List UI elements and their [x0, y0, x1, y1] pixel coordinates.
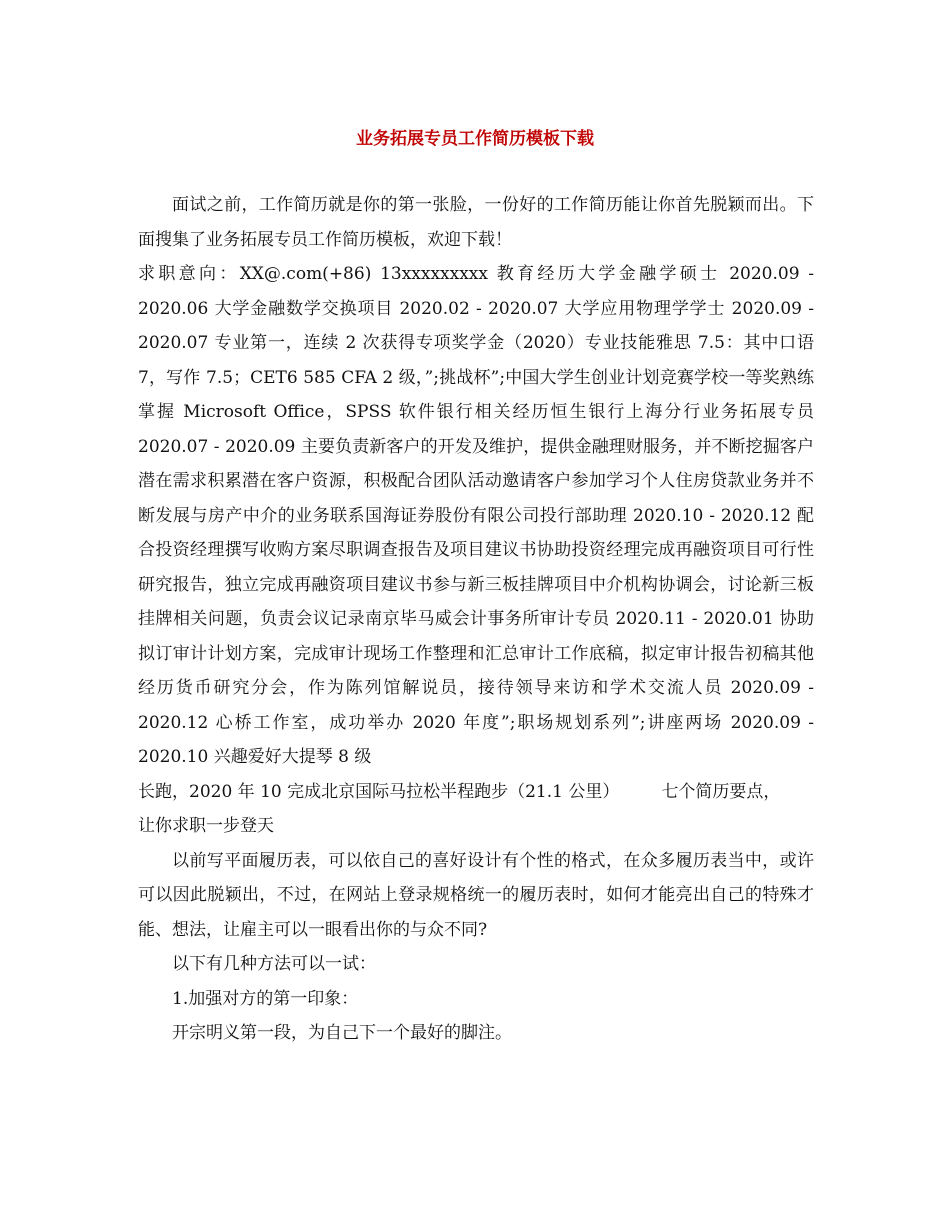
hobby-line-b: 七个简历要点， — [661, 781, 781, 802]
item1-heading: 1.加强对方的第一印象： — [172, 988, 359, 1009]
document-title: 业务拓展专员工作简历模板下载 — [356, 129, 594, 149]
intro-paragraph: 面试之前，工作简历就是你的第一张脸，一份好的工作简历能让你首先脱颖而出。下面搜集了业务拓展专员工作简历模板，欢迎下载！ — [138, 195, 814, 250]
hobby-line-a: 长跑，2020 年 10 完成北京国际马拉松半程跑步（21.1 公里） — [138, 781, 620, 802]
design-paragraph: 以前写平面履历表，可以依自己的喜好设计有个性的格式，在众多履历表当中，或许可以因此脱颖出，不过，在网站上登录规格统一的履历表时，如何才能亮出自己的特殊才能、想法，让雇主可以一眼看出你的与众不同? — [138, 850, 814, 940]
resume-block-paragraph: 求职意向：XX@.com(+86) 13xxxxxxxxx 教育经历大学金融学硕士 2020.09 - 2020.06 大学金融数学交换项目 2020.02 - 2020.07 大学应用物理学学士 2020.09 - 2020.07 专业第一，连续 2 次获得专项奖学金（2020）专业技能雅思 7.5：其中口语 7，写作 7.5；CET6 585 CFA 2 级，”;挑战杯”;中国大学生创业计划竞赛学校一等奖熟练掌握 Microsoft Office，SPSS 软件银行相关经历恒生银行上海分行业务拓展专员 2020.07 - 2020.09 主要负责新客户的开发及维护，提供金融理财服务，并不断挖掘客户潜在需求积累潜在客户资源，积极配合团队活动邀请客户参加学习个人住房贷款业务并不断发展与房产中介的业务联系国海证券股份有限公司投行部助理 2020.10 - 2020.12 配合投资经理撰写收购方案尽职调查报告及项目建议书协助投资经理完成再融资项目可行性研究报告，独立完成再融资项目建议书参与新三板挂牌项目中介机构协调会，讨论新三板挂牌相关问题，负责会议记录南京毕马威会计事务所审计专员 2020.11 - 2020.01 协助拟订审计计划方案，完成审计现场工作整理和汇总审计工作底稿，拟定审计报告初稿其他经历货币研究分会，作为陈列馆解说员，接待领导来访和学术交流人员 2020.09 - 2020.12 心桥工作室，成功举办 2020 年度”;职场规划系列”;讲座两场 2020.09 - 2020.10 兴趣爱好大提琴 8 级 — [138, 264, 814, 767]
hobby-paragraph — [138, 775, 814, 844]
hobby-line-c: 让你求职一步登天 — [138, 816, 274, 836]
methods-paragraph: 以下有几种方法可以一试： — [172, 954, 376, 974]
document-body — [138, 188, 814, 1051]
item1-description: 开宗明义第一段，为自己下一个最好的脚注。 — [172, 1023, 512, 1043]
